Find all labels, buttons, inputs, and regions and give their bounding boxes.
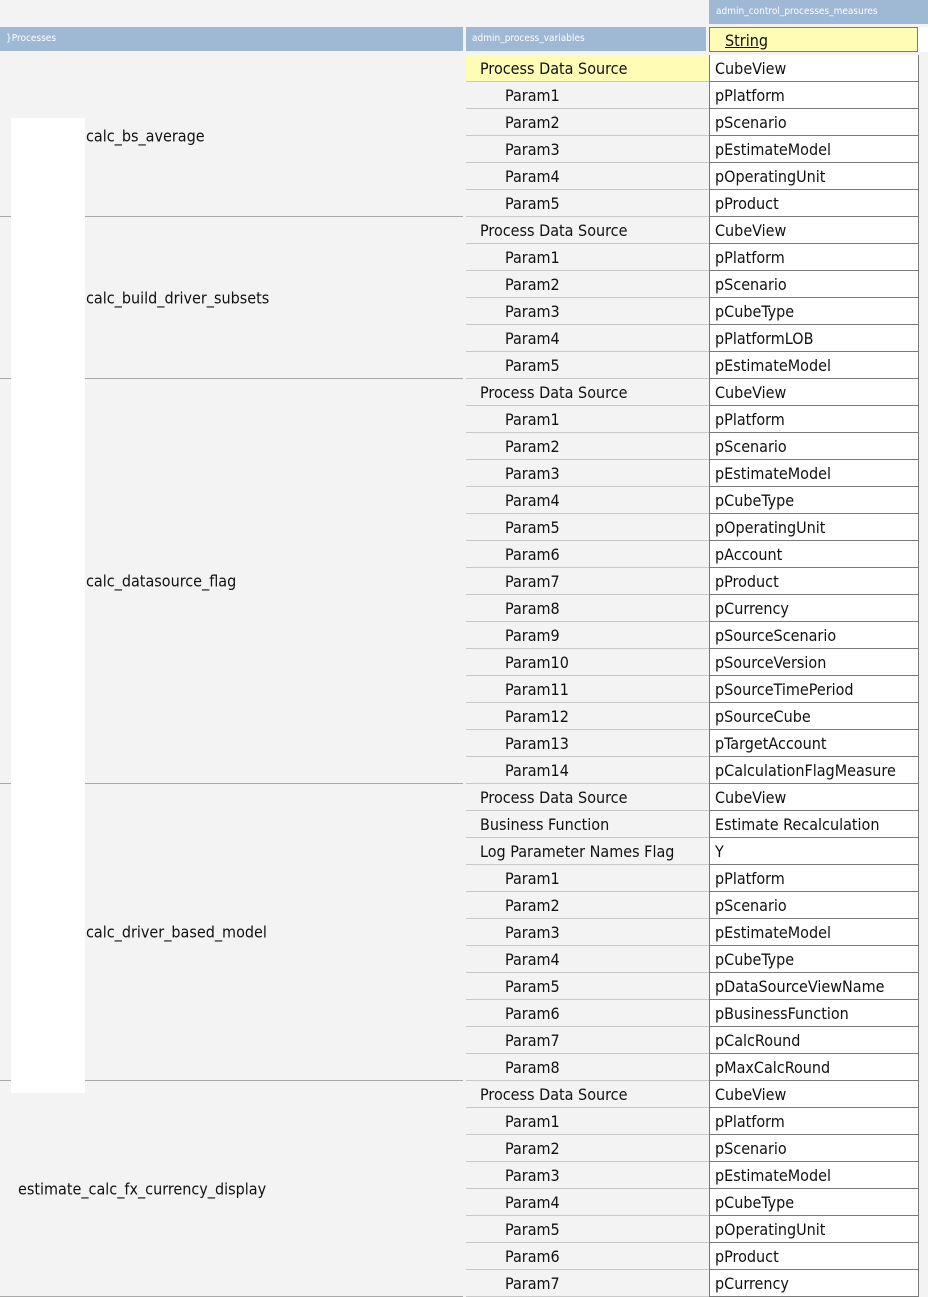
row-header-processes[interactable]: }Processes (0, 27, 463, 51)
process-name[interactable]: estimate_calc_fx_currency_display (18, 1179, 267, 1198)
table-row (466, 892, 928, 919)
table-row (466, 838, 928, 865)
row-gap (919, 298, 928, 325)
variable-name-cell[interactable]: Param5 (466, 514, 709, 541)
row-gap (919, 487, 928, 514)
row-gap (919, 1243, 928, 1270)
value-cell[interactable]: pPlatform (709, 244, 919, 271)
process-name[interactable]: calc_build_driver_subsets (86, 288, 270, 307)
value-cell[interactable]: pCubeType (709, 487, 919, 514)
variable-name-cell[interactable]: Param3 (466, 460, 709, 487)
row-gap (919, 865, 928, 892)
table-row (466, 622, 928, 649)
table-row (466, 379, 928, 406)
row-gap (919, 244, 928, 271)
row-gap (919, 838, 928, 865)
row-gap (919, 406, 928, 433)
row-gap (919, 1081, 928, 1108)
row-gap (919, 514, 928, 541)
variable-name-cell[interactable]: Param13 (466, 730, 709, 757)
variable-name-cell[interactable]: Param12 (466, 703, 709, 730)
row-gap (919, 1027, 928, 1054)
table-row (466, 1108, 928, 1135)
table-row (466, 190, 928, 217)
variable-name-cell[interactable]: Param5 (466, 973, 709, 1000)
row-gap (919, 55, 928, 82)
value-cell[interactable]: pProduct (709, 190, 919, 217)
row-gap (919, 784, 928, 811)
variable-name-cell[interactable]: Param5 (466, 190, 709, 217)
variable-name-cell[interactable]: Param4 (466, 946, 709, 973)
row-gap (919, 82, 928, 109)
variable-name-cell[interactable]: Param4 (466, 487, 709, 514)
table-row (466, 1027, 928, 1054)
variable-name-cell[interactable]: Param8 (466, 595, 709, 622)
table-row (466, 1162, 928, 1189)
table-row (466, 973, 928, 1000)
variable-name-cell[interactable]: Param2 (466, 1135, 709, 1162)
variable-name-cell[interactable]: Param2 (466, 433, 709, 460)
variable-name-cell[interactable]: Param1 (466, 82, 709, 109)
value-cell[interactable]: CubeView (709, 379, 919, 406)
table-row (466, 217, 928, 244)
row-gap (919, 676, 928, 703)
row-gap (919, 1189, 928, 1216)
value-cell[interactable]: pSourceTimePeriod (709, 676, 919, 703)
variable-name-cell[interactable]: Param7 (466, 1270, 709, 1297)
table-row (466, 1135, 928, 1162)
value-cell[interactable]: CubeView (709, 784, 919, 811)
table-row (466, 55, 928, 82)
variable-name-cell[interactable]: Param4 (466, 1189, 709, 1216)
table-row (466, 811, 928, 838)
value-cell[interactable]: pScenario (709, 109, 919, 136)
value-cell[interactable]: pCalcRound (709, 1027, 919, 1054)
value-cell[interactable]: pSourceScenario (709, 622, 919, 649)
table-row (466, 568, 928, 595)
process-name[interactable]: calc_bs_average (86, 126, 205, 145)
row-gap (919, 1054, 928, 1081)
value-cell[interactable]: pScenario (709, 892, 919, 919)
value-cell[interactable]: pTargetAccount (709, 730, 919, 757)
row-gap (919, 163, 928, 190)
row-gap (919, 1108, 928, 1135)
row-gap (919, 1216, 928, 1243)
variable-name-cell[interactable]: Param3 (466, 1162, 709, 1189)
variable-name-cell[interactable]: Param6 (466, 1000, 709, 1027)
row-gap (919, 622, 928, 649)
table-row (466, 676, 928, 703)
row-gap (919, 568, 928, 595)
variable-name-cell[interactable]: Business Function (466, 811, 709, 838)
value-cell[interactable]: pCubeType (709, 298, 919, 325)
row-gap (919, 1270, 928, 1297)
table-row (466, 1081, 928, 1108)
row-gap (919, 919, 928, 946)
table-row (466, 649, 928, 676)
value-cell[interactable]: pSourceCube (709, 703, 919, 730)
value-cell[interactable]: pDataSourceViewName (709, 973, 919, 1000)
row-gap (919, 973, 928, 1000)
variable-name-cell[interactable]: Param1 (466, 1108, 709, 1135)
table-row (466, 460, 928, 487)
blank-region (11, 118, 85, 1093)
row-gap (919, 892, 928, 919)
row-gap (919, 217, 928, 244)
table-row (466, 433, 928, 460)
table-row (466, 514, 928, 541)
variable-name-cell[interactable]: Param1 (466, 865, 709, 892)
row-gap (919, 190, 928, 217)
variable-name-cell[interactable]: Param5 (466, 1216, 709, 1243)
variable-name-cell[interactable]: Param3 (466, 136, 709, 163)
value-cell[interactable]: pAccount (709, 541, 919, 568)
row-gap (919, 271, 928, 298)
value-cell[interactable]: pCubeType (709, 1189, 919, 1216)
table-row (466, 1243, 928, 1270)
table-row (466, 163, 928, 190)
process-name[interactable]: calc_driver_based_model (86, 922, 267, 942)
variable-name-cell[interactable]: Process Data Source (466, 379, 709, 406)
variable-rows (466, 55, 928, 1297)
value-cell[interactable]: pEstimateModel (709, 460, 919, 487)
table-row (466, 487, 928, 514)
row-header-variables[interactable]: admin_process_variables (466, 27, 706, 51)
table-row (466, 784, 928, 811)
value-cell[interactable]: pCurrency (709, 1270, 919, 1297)
table-row (466, 919, 928, 946)
row-gap (919, 595, 928, 622)
process-group (0, 1081, 463, 1297)
value-cell[interactable]: pEstimateModel (709, 352, 919, 379)
table-row (466, 271, 928, 298)
variable-name-cell[interactable]: Process Data Source (466, 217, 709, 244)
value-cell[interactable]: pSourceVersion (709, 649, 919, 676)
variable-name-cell[interactable]: Param11 (466, 676, 709, 703)
table-row (466, 1054, 928, 1081)
value-cell[interactable]: pOperatingUnit (709, 514, 919, 541)
table-row (466, 136, 928, 163)
row-gap (919, 1000, 928, 1027)
variable-name-cell[interactable]: Param1 (466, 406, 709, 433)
row-gap (919, 757, 928, 784)
value-cell[interactable]: pScenario (709, 271, 919, 298)
column-header-string[interactable]: String (709, 27, 918, 52)
value-cell[interactable]: pEstimateModel (709, 136, 919, 163)
value-cell[interactable]: pCurrency (709, 595, 919, 622)
variable-name-cell[interactable]: Param3 (466, 298, 709, 325)
value-cell[interactable]: pProduct (709, 568, 919, 595)
table-row (466, 703, 928, 730)
value-cell[interactable]: pMaxCalcRound (709, 1054, 919, 1081)
process-name[interactable]: calc_datasource_flag (86, 571, 237, 591)
table-row (466, 1189, 928, 1216)
table-row (466, 244, 928, 271)
row-gap (919, 1135, 928, 1162)
row-gap (919, 730, 928, 757)
value-cell[interactable]: pPlatformLOB (709, 325, 919, 352)
variable-name-cell[interactable]: Param2 (466, 109, 709, 136)
table-row (466, 595, 928, 622)
value-cell[interactable]: pPlatform (709, 1108, 919, 1135)
row-gap (919, 541, 928, 568)
value-cell[interactable]: pCalculationFlagMeasure (709, 757, 919, 784)
variable-name-cell[interactable]: Process Data Source (466, 55, 709, 82)
row-gap (919, 136, 928, 163)
table-row (466, 1000, 928, 1027)
header-gap (918, 27, 928, 52)
value-cell[interactable]: CubeView (709, 217, 919, 244)
value-cell[interactable]: pScenario (709, 1135, 919, 1162)
value-cell[interactable]: pOperatingUnit (709, 163, 919, 190)
variable-name-cell[interactable]: Log Parameter Names Flag (466, 838, 709, 865)
value-cell[interactable]: CubeView (709, 1081, 919, 1108)
table-row (466, 82, 928, 109)
variable-name-cell[interactable]: Param8 (466, 1054, 709, 1081)
value-cell[interactable]: pProduct (709, 1243, 919, 1270)
variable-name-cell[interactable]: Param14 (466, 757, 709, 784)
table-row (466, 1216, 928, 1243)
table-row (466, 109, 928, 136)
variable-name-cell[interactable]: Param7 (466, 568, 709, 595)
row-gap (919, 379, 928, 406)
row-gap (919, 460, 928, 487)
table-row (466, 541, 928, 568)
variable-name-cell[interactable]: Param1 (466, 244, 709, 271)
value-cell[interactable]: pScenario (709, 433, 919, 460)
row-gap (919, 325, 928, 352)
variable-name-cell[interactable]: Param10 (466, 649, 709, 676)
variable-name-cell[interactable]: Param7 (466, 1027, 709, 1054)
variable-name-cell[interactable]: Param9 (466, 622, 709, 649)
table-row (466, 865, 928, 892)
row-gap (919, 352, 928, 379)
row-gap (919, 433, 928, 460)
variable-name-cell[interactable]: Param4 (466, 163, 709, 190)
row-gap (919, 1162, 928, 1189)
variable-name-cell[interactable]: Process Data Source (466, 1081, 709, 1108)
value-cell[interactable]: pPlatform (709, 865, 919, 892)
variable-name-cell[interactable]: Param4 (466, 325, 709, 352)
table-row (466, 730, 928, 757)
value-cell[interactable]: pOperatingUnit (709, 1216, 919, 1243)
value-cell[interactable]: Estimate Recalculation (709, 811, 919, 838)
table-row (466, 406, 928, 433)
row-gap (919, 703, 928, 730)
variable-name-cell[interactable]: Process Data Source (466, 784, 709, 811)
variable-name-cell[interactable]: Param2 (466, 271, 709, 298)
table-row (466, 1270, 928, 1297)
variable-name-cell[interactable]: Param3 (466, 919, 709, 946)
row-gap (919, 811, 928, 838)
row-gap (919, 649, 928, 676)
value-cell[interactable]: pEstimateModel (709, 919, 919, 946)
value-cell[interactable]: pEstimateModel (709, 1162, 919, 1189)
value-cell[interactable]: pPlatform (709, 406, 919, 433)
column-header-measures[interactable]: admin_control_processes_measures (709, 0, 928, 24)
value-cell[interactable]: CubeView (709, 55, 919, 82)
value-cell[interactable]: Y (709, 838, 919, 865)
variable-name-cell[interactable]: Param6 (466, 541, 709, 568)
table-row (466, 352, 928, 379)
variable-name-cell[interactable]: Param5 (466, 352, 709, 379)
table-row (466, 298, 928, 325)
value-cell[interactable]: pBusinessFunction (709, 1000, 919, 1027)
variable-name-cell[interactable]: Param2 (466, 892, 709, 919)
table-row (466, 757, 928, 784)
table-row (466, 946, 928, 973)
value-cell[interactable]: pPlatform (709, 82, 919, 109)
row-gap (919, 109, 928, 136)
table-row (466, 325, 928, 352)
variable-name-cell[interactable]: Param6 (466, 1243, 709, 1270)
row-gap (919, 946, 928, 973)
value-cell[interactable]: pCubeType (709, 946, 919, 973)
